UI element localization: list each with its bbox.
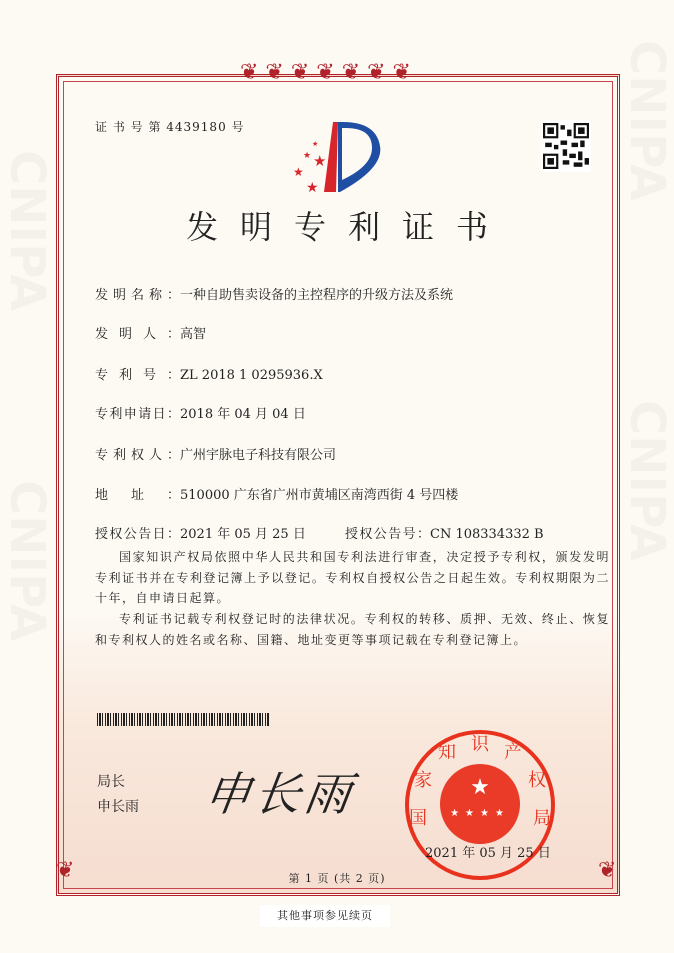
svg-text:★: ★ — [303, 151, 312, 161]
signatory-title: 局长 — [97, 774, 125, 790]
svg-text:国: 国 — [409, 808, 427, 829]
barcode — [97, 713, 269, 726]
cnipa-logo — [288, 118, 388, 194]
page-indicator: 第 1 页 (共 2 页) — [288, 872, 386, 885]
watermark — [622, 400, 672, 561]
signatory-name: 申长雨 — [97, 799, 139, 815]
certificate-number: 证 书 号 第 4439180 号 — [95, 120, 245, 134]
field-address: 地址：510000 广东省广州市黄埔区南湾西街 4 号四楼 — [95, 488, 459, 503]
svg-text:★: ★ — [306, 180, 319, 194]
ornament-bottom-left: ❦ — [56, 858, 75, 883]
ornament-top: ❦ ❦ ❦ ❦ ❦ ❦ ❦ — [240, 60, 411, 85]
field-patentee: 专利权人：广州宇脉电子科技有限公司 — [95, 448, 337, 463]
statement-paragraph: 专利证书记载专利权登记时的法律状况。专利权的转移、质押、无效、终止、恢复和专利权人的姓名或名称、国籍、地址变更等事项记载在专利登记簿上。 — [95, 612, 610, 647]
svg-text:★: ★ — [312, 140, 319, 148]
watermark — [622, 40, 672, 201]
svg-text:家: 家 — [414, 770, 432, 791]
seal-date: 2021 年 05 月 25 日 — [425, 846, 551, 861]
field-application-date: 专利申请日：2018 年 04 月 04 日 — [95, 407, 306, 422]
field-invention-name: 发明名称：一种自助售卖设备的主控程序的升级方法及系统 — [95, 288, 454, 303]
signature: 申长雨 — [200, 767, 359, 821]
svg-text:识: 识 — [471, 734, 489, 755]
svg-text:★: ★ — [313, 152, 327, 170]
svg-text:★: ★ — [470, 775, 490, 800]
svg-text:局: 局 — [533, 808, 551, 829]
field-inventor: 发明人：高智 — [95, 327, 207, 342]
svg-text:知: 知 — [438, 742, 456, 763]
svg-text:产: 产 — [504, 742, 522, 763]
field-grant-date: 授权公告日：2021 年 05 月 25 日 — [95, 527, 306, 542]
continuation-note: 其他事项参见续页 — [260, 905, 390, 927]
watermark — [2, 480, 52, 641]
field-patent-number: 专利号：ZL 2018 1 0295936.X — [95, 368, 323, 383]
qr-code — [541, 120, 591, 172]
svg-text:权: 权 — [528, 770, 546, 791]
statement-paragraph: 国家知识产权局依照中华人民共和国专利法进行审查，决定授予专利权，颁发发明专利证书并在专利登记簿上予以登记。专利权自授权公告之日起生效。专利权期限为二十年，自申请日起算。 — [95, 550, 610, 605]
page-title: 发明专利证书 — [185, 208, 510, 246]
ornament-bottom-right: ❦ — [598, 858, 617, 883]
field-grant-number: 授权公告号：CN 108334332 B — [345, 527, 544, 542]
svg-text:★★★★: ★★★★ — [450, 808, 510, 819]
svg-text:★: ★ — [293, 165, 304, 179]
